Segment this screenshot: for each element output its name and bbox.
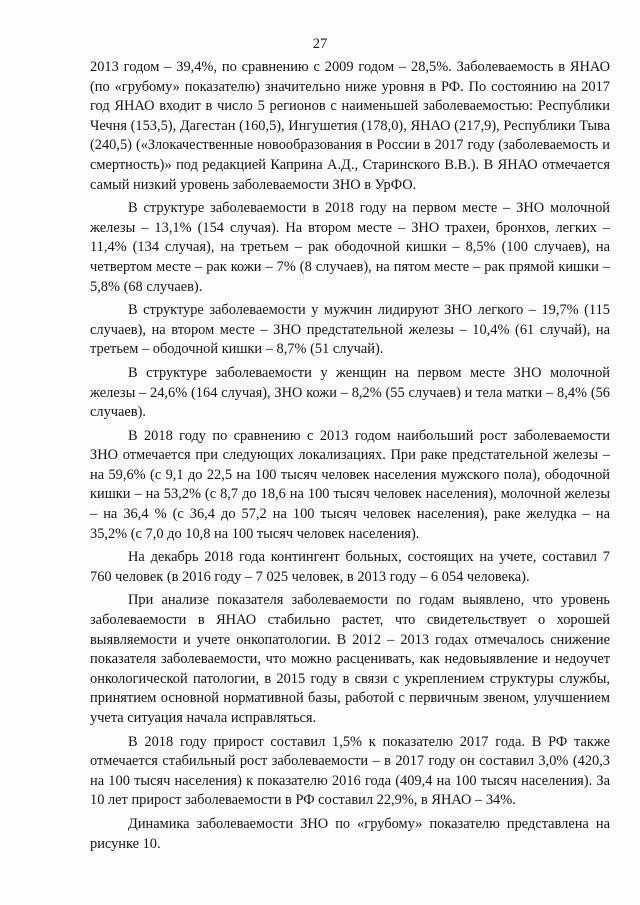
page-number: 27 — [312, 36, 328, 52]
paragraph-increase: В 2018 году прирост составил 1,5% к показателю 2017 года. В РФ также отмечается стабильный рост заболеваемости – в 2017 году он составил 3,0% (420,3 на 100 тысяч населения) к показателю 2016 года (409,4 на 100 тысяч населения). За 10 лет прирост заболеваемости в РФ составил 22,9%, в ЯНАО – 34%. — [90, 733, 610, 809]
paragraph-analysis: При анализе показателя заболеваемости по годам выявлено, что уровень заболеваемости в ЯНАО стабильно растет, что свидетельствует о хорошей выявляемости и учете онкопатологии. В 2012 – 2013 годах отмечалось снижение показателя заболеваемости, что можно расценивать, как недовыявление и недоучет онкологической патологии, в 2015 году в связи с укреплением структуры службы, принятием основной нормативной базы, работой с первичным звеном, улучшением учета ситуация начала исправляться. — [90, 592, 610, 726]
paragraph-figure-reference: Динамика заболеваемости ЗНО по «грубому» показателю представлена на рисунке 10. — [90, 815, 610, 852]
paragraph-contingent: На декабрь 2018 года контингент больных, состоящих на учете, составил 7 760 человек (в 2016 году – 7 025 человек, в 2013 году – 6 054 человека). — [90, 549, 610, 585]
paragraph-growth-by-site: В 2018 году по сравнению с 2013 годом наибольший рост заболеваемости ЗНО отмечается при следующих локализациях. При раке предстательной железы – на 59,6% (с 9,1 до 22,5 на 100 тысяч человек населения мужского пола), ободочной кишки – на 53,2% (с 8,7 до 18,6 на 100 тысяч человек населения), молочной железы – на 36,4 % (с 36,4 до 57,2 на 100 тысяч человек населения), раке желудка – на 35,2% (с 7,0 до 10,8 на 100 тысяч человек населения). — [90, 427, 610, 542]
paragraph-continuation: 2013 годом – 39,4%, по сравнению с 2009 годом – 28,5%. Заболеваемость в ЯНАО (по «грубому» показателю) значительно ниже уровня в РФ. По состоянию на 2017 год ЯНАО входит в число 5 регионов с наименьшей заболеваемостью: Республики Чечня (153,5), Дагестан (160,5), Ингушетия (178,0), ЯНАО (217,9), Республики Тыва (240,5) («Злокачественные новообразования в России в 2017 году (заболеваемость и смертность)» под редакцией Каприна А.Д., Старинского В.В.). В ЯНАО отмечается самый низкий уровень заболеваемости ЗНО в УрФО. — [90, 59, 610, 193]
paragraph-women: В структуре заболеваемости у женщин на первом месте ЗНО молочной железы – 24,6% (164 случая), ЗНО кожи – 8,2% (55 случаев) и тела матки – 8,4% (56 случаев). — [90, 364, 610, 421]
paragraph-structure-2018: В структуре заболеваемости в 2018 году на первом месте – ЗНО молочной железы – 13,1% (154 случая). На втором месте – ЗНО трахеи, бронхов, легких – 11,4% (134 случая), на третьем – рак ободочной кишки – 8,5% (100 случаев), на четвертом месте – рак кожи – 7% (8 случаев), на пятом месте – рак прямой кишки – 5,8% (68 случаев). — [90, 200, 610, 295]
document-body — [90, 58, 610, 854]
paragraph-men: В структуре заболеваемости у мужчин лидируют ЗНО легкого – 19,7% (115 случаев), на втором месте – ЗНО предстательной железы – 10,4% (61 случай), на третьем – ободочной кишки – 8,7% (51 случай). — [90, 302, 610, 358]
